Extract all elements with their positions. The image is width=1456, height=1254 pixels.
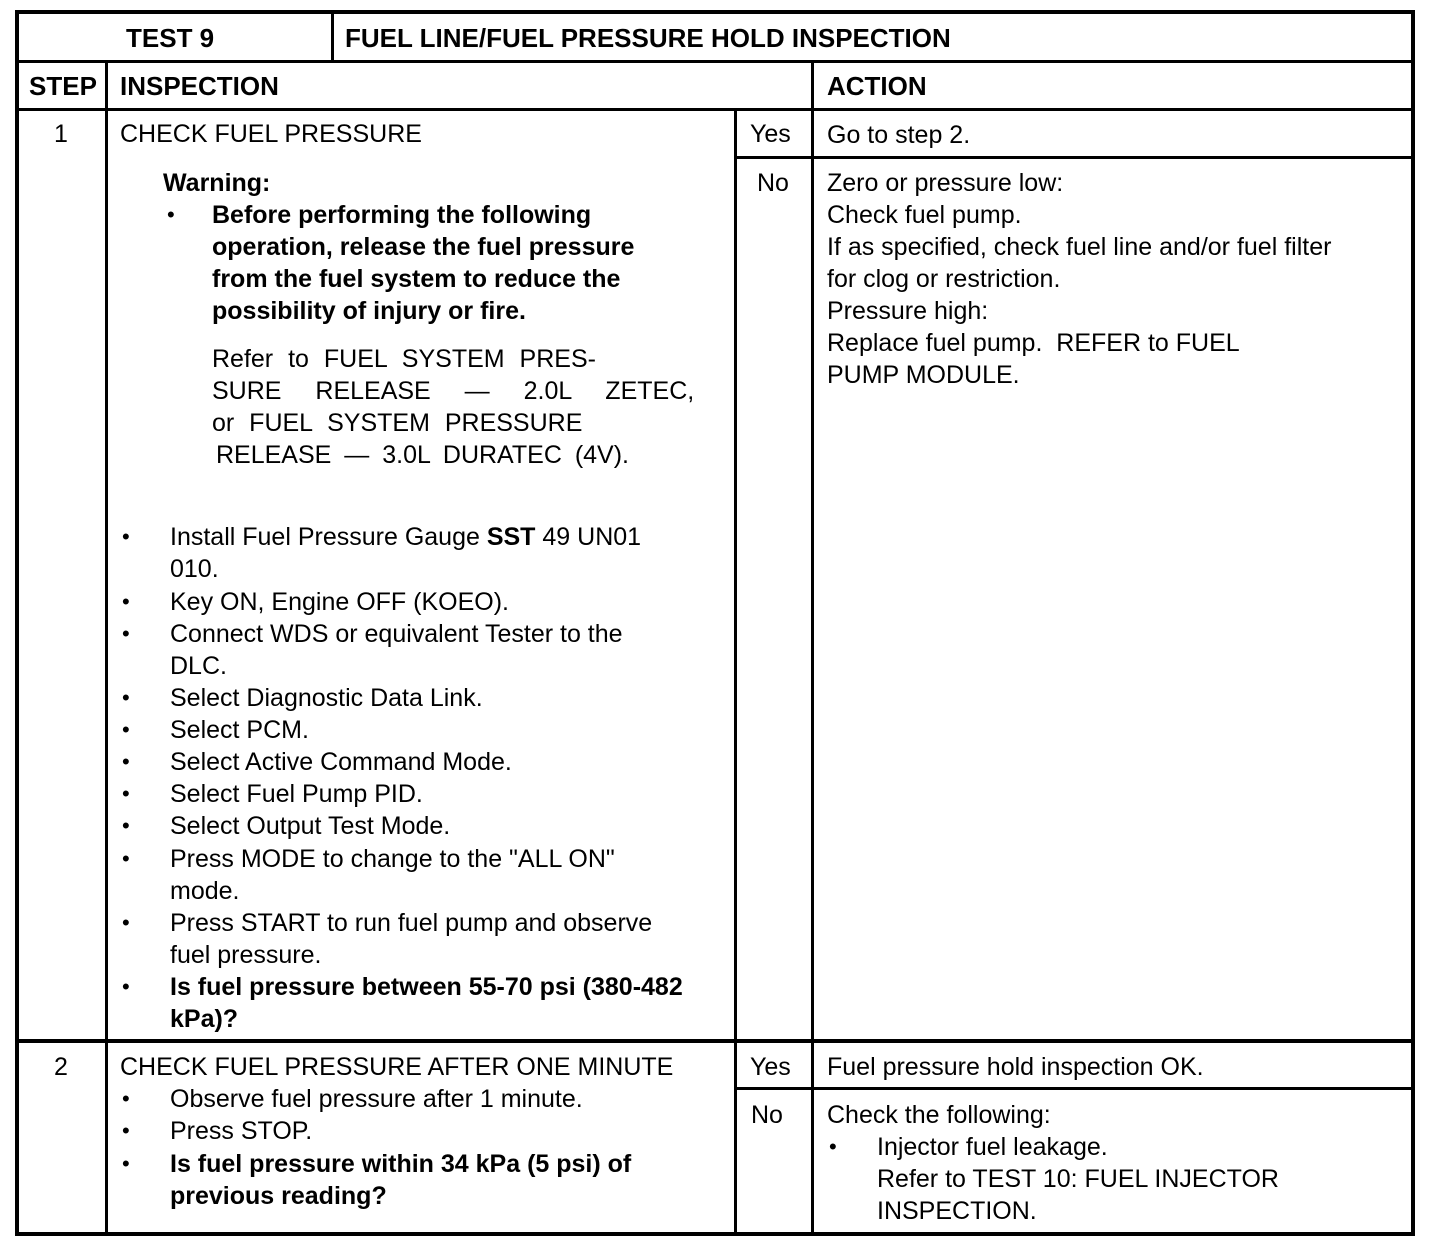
step2-title: CHECK FUEL PRESSURE AFTER ONE MINUTE (120, 1053, 674, 1081)
border-left (15, 10, 19, 1236)
bullet-dot: • (122, 974, 130, 999)
step1-no-action-line: If as specified, check fuel line and/or fuel filter (827, 233, 1332, 261)
step1-warning-line: Before performing the following (212, 201, 592, 229)
bullet-dot: • (122, 910, 130, 935)
bullet-dot: • (122, 685, 130, 710)
bullet-dot: • (122, 717, 130, 742)
step2-question-continuation: previous reading? (170, 1182, 387, 1210)
step1-bullet: Key ON, Engine OFF (KOEO). (170, 588, 509, 616)
step1-install-line: Install Fuel Pressure Gauge SST 49 UN01 (170, 523, 642, 551)
step2-bullet: Press STOP. (170, 1117, 313, 1145)
test-label: TEST 9 (126, 23, 215, 53)
bullet-dot: • (122, 1118, 130, 1143)
step1-warning-line: operation, release the fuel pressure (212, 233, 635, 261)
border-top (15, 10, 1415, 14)
bullet-dot: • (122, 749, 130, 774)
step1-bullet-continuation: DLC. (170, 652, 227, 680)
step1-bullet-continuation: fuel pressure. (170, 941, 322, 969)
step1-warning-line: from the fuel system to reduce the (212, 265, 621, 293)
step1-no-label: No (757, 169, 789, 197)
step-separator (15, 1039, 1415, 1043)
step1-yes-separator (734, 156, 1415, 159)
step2-yes-action: Fuel pressure hold inspection OK. (827, 1053, 1204, 1081)
step1-yes-label: Yes (750, 120, 791, 148)
step1-bullet-continuation: mode. (170, 877, 240, 905)
header-bottom-rule (15, 108, 1415, 111)
step1-refer-line: SURE RELEASE — 2.0L ZETEC, (212, 377, 695, 405)
step1-warning-line: possibility of injury or fire. (212, 297, 526, 325)
step2-no-action-title: Check the following: (827, 1101, 1051, 1129)
step1-bullet: Select Diagnostic Data Link. (170, 684, 483, 712)
step1-no-action-line: Zero or pressure low: (827, 169, 1064, 197)
step1-question: Is fuel pressure between 55-70 psi (380-482 (170, 973, 683, 1001)
step1-no-action-line: Pressure high: (827, 297, 989, 325)
step2-no-action-refer: INSPECTION. (877, 1197, 1037, 1225)
step1-title: CHECK FUEL PRESSURE (120, 120, 422, 148)
bullet-dot: • (122, 524, 130, 549)
step1-bullet: Select Fuel Pump PID. (170, 780, 423, 808)
bullet-dot: • (829, 1134, 837, 1159)
step1-refer-line: Refer to FUEL SYSTEM PRES- (212, 345, 596, 373)
step2-no-action-refer: Refer to TEST 10: FUEL INJECTOR (877, 1165, 1279, 1193)
title-divider (331, 12, 334, 62)
bullet-dot: • (122, 813, 130, 838)
step1-bullet: Press START to run fuel pump and observe (170, 909, 653, 937)
step1-question-continuation: kPa)? (170, 1005, 239, 1033)
step2-question: Is fuel pressure within 34 kPa (5 psi) of (170, 1150, 632, 1178)
step1-no-action-line: PUMP MODULE. (827, 361, 1020, 389)
border-right (1411, 10, 1415, 1236)
bullet-dot: • (122, 846, 130, 871)
step1-refer-line: or FUEL SYSTEM PRESSURE (212, 409, 583, 437)
action-column-rule (811, 60, 814, 1236)
warning-bullet: • (167, 202, 175, 227)
step2-yes-separator (734, 1087, 1415, 1090)
step2-bullet: Observe fuel pressure after 1 minute. (170, 1085, 583, 1113)
bullet-dot: • (122, 589, 130, 614)
test-title: FUEL LINE/FUEL PRESSURE HOLD INSPECTION (345, 23, 951, 53)
step1-bullet: Select PCM. (170, 716, 309, 744)
bullet-dot: • (122, 781, 130, 806)
step1-bullet: Press MODE to change to the "ALL ON" (170, 845, 615, 873)
step1-refer-line: RELEASE — 3.0L DURATEC (4V). (216, 441, 630, 469)
step-column-rule (105, 60, 108, 1236)
bullet-dot: • (122, 1151, 130, 1176)
step1-number: 1 (54, 120, 68, 148)
step1-no-action-line: for clog or restriction. (827, 265, 1061, 293)
column-header-action: ACTION (827, 71, 927, 101)
step2-no-action-bullet: Injector fuel leakage. (877, 1133, 1108, 1161)
column-header-inspection: INSPECTION (120, 71, 279, 101)
step1-yes-action: Go to step 2. (827, 121, 971, 149)
bullet-dot: • (122, 621, 130, 646)
title-bottom-rule (15, 60, 1415, 63)
bullet-dot: • (122, 1086, 130, 1111)
border-bottom (15, 1232, 1415, 1236)
step2-yes-label: Yes (750, 1053, 791, 1081)
step1-bullet: Select Active Command Mode. (170, 748, 512, 776)
step2-number: 2 (54, 1053, 68, 1081)
step2-no-label: No (751, 1101, 783, 1129)
step1-no-action-line: Check fuel pump. (827, 201, 1022, 229)
step1-bullet: Connect WDS or equivalent Tester to the (170, 620, 623, 648)
column-header-step: STEP (29, 71, 97, 101)
step1-bullet: Select Output Test Mode. (170, 812, 451, 840)
step1-warning-label: Warning: (163, 169, 271, 197)
step1-no-action-line: Replace fuel pump. REFER to FUEL (827, 329, 1240, 357)
yesno-column-rule-left (734, 110, 737, 1236)
step1-install-continuation: 010. (170, 555, 219, 583)
